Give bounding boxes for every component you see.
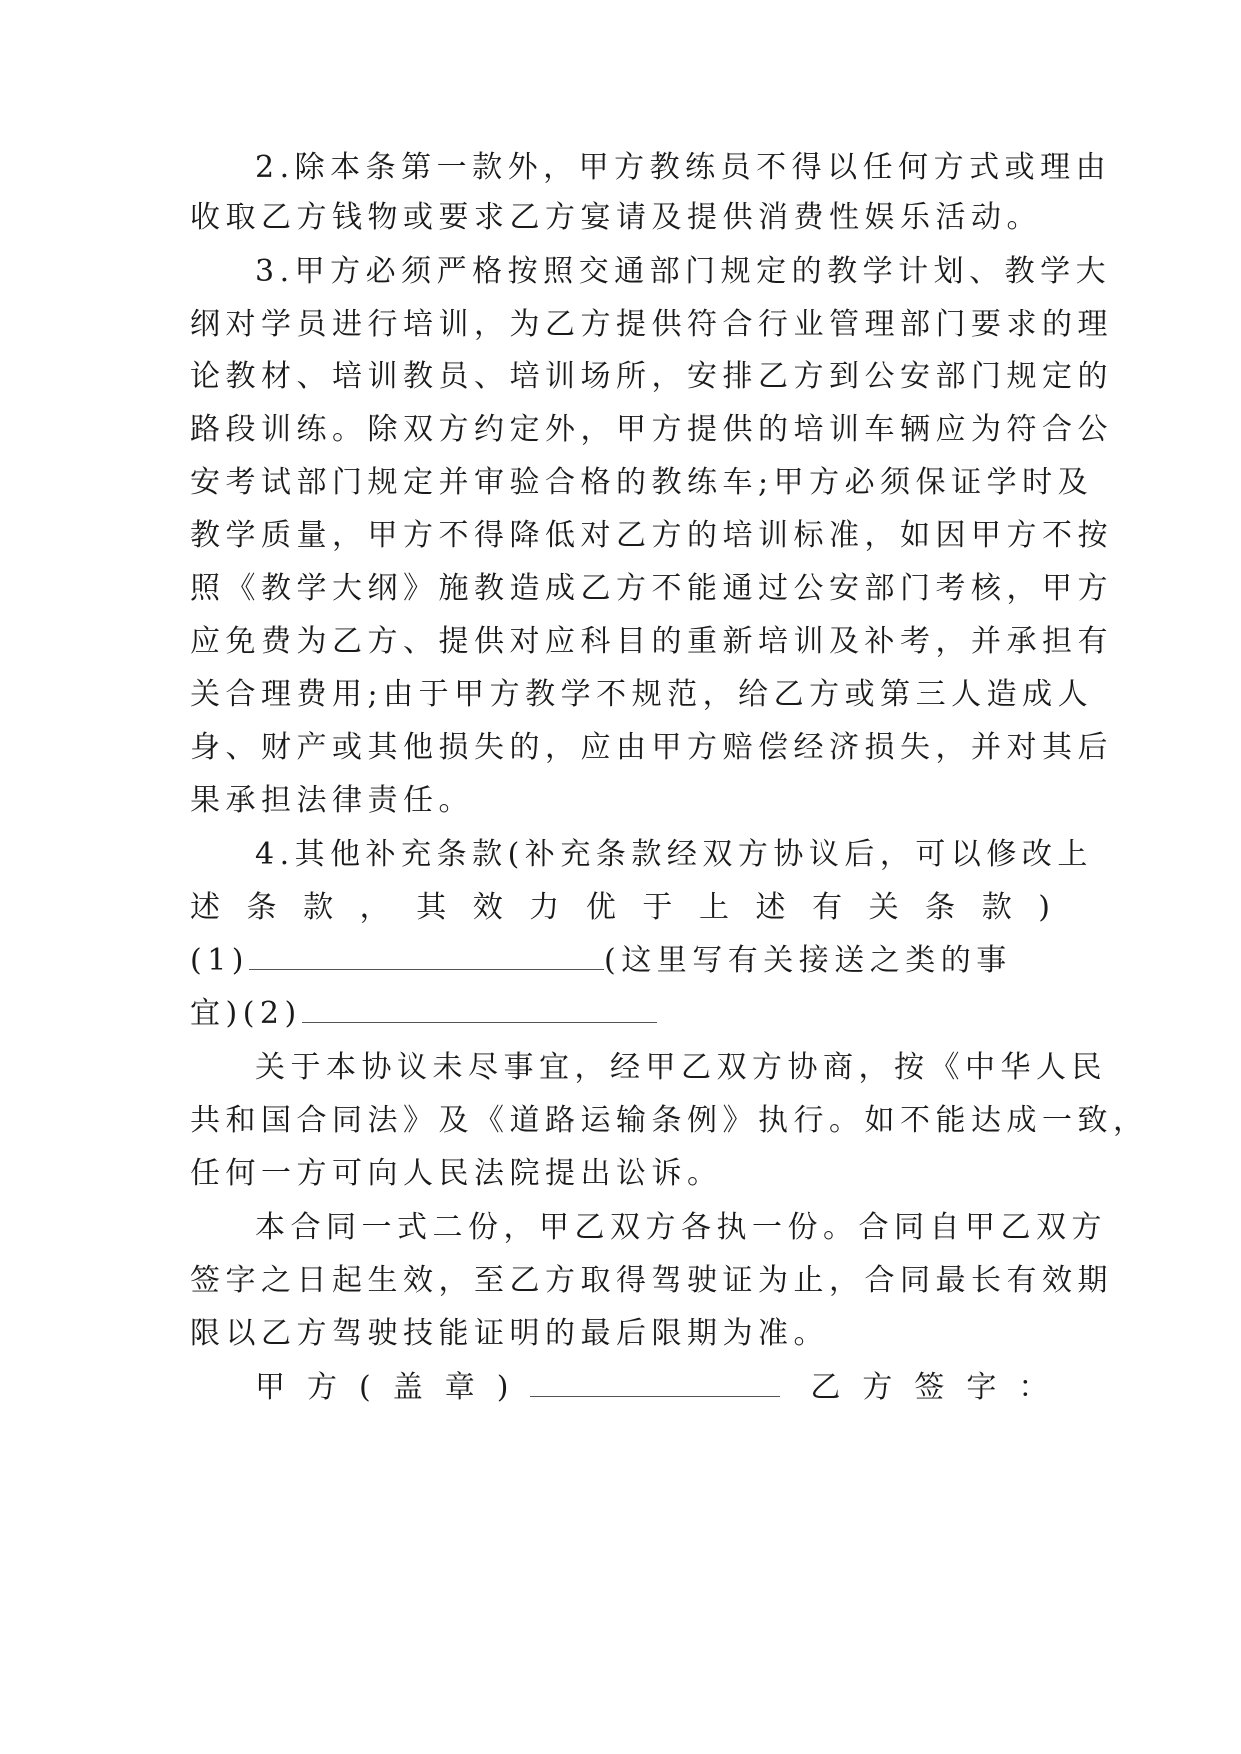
- clause-3-line-8: 应免费为乙方、提供对应科目的重新培训及补考，并承担有: [190, 624, 1113, 659]
- party-b-signature-label: 乙方签字：: [810, 1370, 1071, 1405]
- clause-3-line-11: 果承担法律责任。: [190, 783, 474, 818]
- clause-3-line-9: 关合理费用;由于甲方教学不规范，给乙方或第三人造成人: [190, 677, 1094, 712]
- clause-3-line-1: 3.甲方必须严格按照交通部门规定的教学计划、教学大: [255, 254, 1112, 289]
- item-1-label: (1): [190, 943, 249, 978]
- item-1-blank[interactable]: [249, 941, 604, 970]
- clause-3-line-7: 照《教学大纲》施教造成乙方不能通过公安部门考核，甲方: [190, 571, 1113, 606]
- signature-row: [255, 1368, 1071, 1408]
- misc-line-1: 关于本协议未尽事宜，经甲乙双方协商，按《中华人民: [255, 1050, 1107, 1085]
- clause-3-line-3: 论教材、培训教员、培训场所，安排乙方到公安部门规定的: [190, 359, 1113, 394]
- party-a-seal-label: 甲方(盖章): [255, 1370, 531, 1405]
- item-2-blank[interactable]: [302, 994, 657, 1023]
- clause-3-line-5: 安考试部门规定并审验合格的教练车;甲方必须保证学时及: [190, 465, 1094, 500]
- copies-line-3: 限以乙方驾驶技能证明的最后限期为准。: [190, 1316, 829, 1351]
- clause-3-line-4: 路段训练。除双方约定外，甲方提供的培训车辆应为符合公: [190, 412, 1113, 447]
- clause-4-line-2: 述条款，其效力优于上述有关条款): [190, 890, 1050, 925]
- clause-4-item-2-row: [190, 994, 1050, 1034]
- clause-3-line-6: 教学质量，甲方不得降低对乙方的培训标准，如因甲方不按: [190, 518, 1113, 553]
- clause-4-line-1: 4.其他补充条款(补充条款经双方协议后，可以修改上: [255, 837, 1093, 872]
- clause-2-line-2: 收取乙方钱物或要求乙方宴请及提供消费性娱乐活动。: [190, 200, 1042, 235]
- clause-2-line-1: 2.除本条第一款外，甲方教练员不得以任何方式或理由: [255, 150, 1112, 185]
- clause-3-line-10: 身、财产或其他损失的，应由甲方赔偿经济损失，并对其后: [190, 730, 1113, 765]
- party-a-seal-blank[interactable]: [530, 1368, 780, 1397]
- clause-4-item-1-row: [190, 941, 1050, 981]
- clause-3-line-2: 纲对学员进行培训，为乙方提供符合行业管理部门要求的理: [190, 307, 1113, 342]
- misc-line-2: 共和国合同法》及《道路运输条例》执行。如不能达成一致，: [190, 1103, 1149, 1138]
- misc-line-3: 任何一方可向人民法院提出讼诉。: [190, 1156, 723, 1191]
- copies-line-2: 签字之日起生效，至乙方取得驾驶证为止，合同最长有效期: [190, 1263, 1113, 1298]
- item-2-label: 宜)(2): [190, 996, 302, 1031]
- copies-line-1: 本合同一式二份，甲乙双方各执一份。合同自甲乙双方: [255, 1210, 1107, 1245]
- item-1-note: (这里写有关接送之类的事: [604, 943, 1012, 978]
